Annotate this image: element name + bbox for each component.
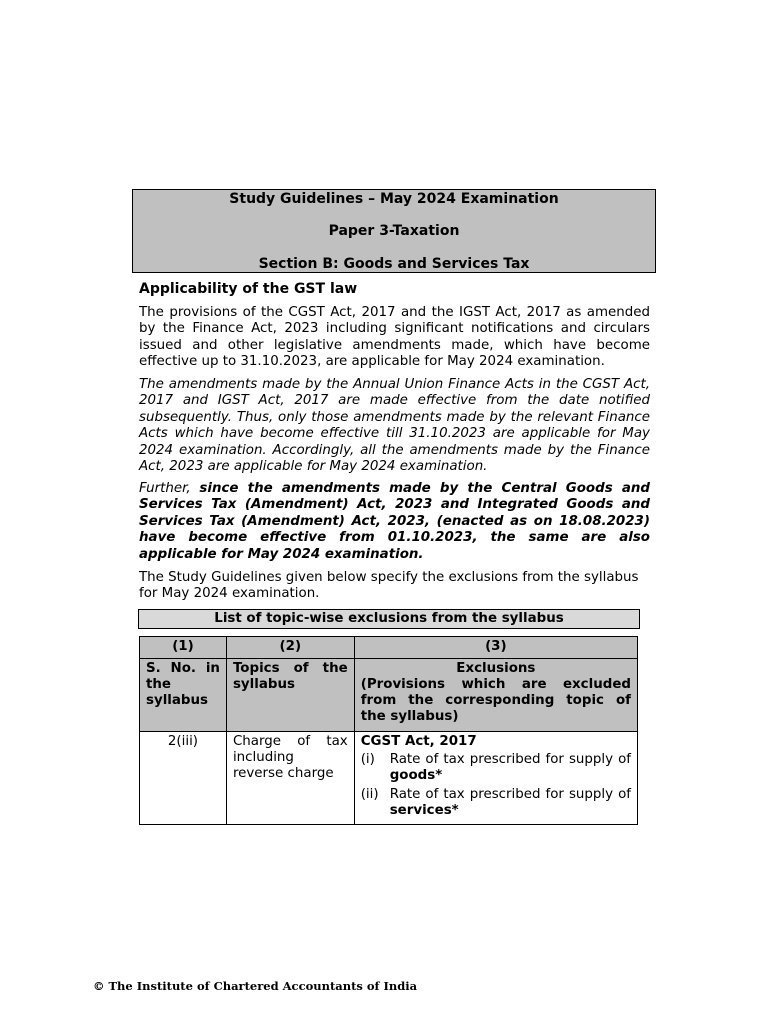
col2-header: Topics of the syllabus (226, 659, 354, 732)
table-row (140, 732, 638, 825)
paragraph-further-emphasis: since the amendments made by the Central Goods and Services Tax (Amendment) Act, 2023 and Integrated Goods and Services Tax (Amendment) Act, 2023, (enacted as on 18.08.2023) have become effective from 01.10.2023, the same are also applicable for May 2024 examination. (139, 481, 650, 562)
exclusion-item (361, 787, 631, 819)
exclusion-text-bold: services* (389, 803, 459, 818)
row-topic: Charge of tax including reverse charge (226, 732, 354, 825)
section-title: Section B: Goods and Services Tax (258, 256, 530, 272)
row-sno: 2(iii) (140, 732, 227, 825)
paragraph-guidelines-intro: The Study Guidelines given below specify the exclusions from the syllabus for May 2024 examination. (139, 570, 639, 602)
exclusion-text (390, 787, 631, 819)
exclusions-list-title: List of topic-wise exclusions from the syllabus (138, 609, 640, 629)
exclusions-table (139, 636, 638, 825)
exclusion-text-plain: Rate of tax prescribed for supply of (389, 787, 631, 802)
exclusion-item (361, 752, 631, 784)
paragraph-amendments: The amendments made by the Annual Union Finance Acts in the CGST Act, 2017 and IGST Act, 2017 are made effective from the date notified subsequently. Thus, only those amendments made by the relevant Finance Acts which have become effective till 31.10.2023 are applicable for May 2024 examination. Accordingly, all the amendments made by the Finance Act, 2023 are applicable for May 2024 examination. (139, 377, 650, 475)
exclusion-text-bold: goods* (389, 768, 443, 783)
paper-title: Paper 3-Taxation (328, 223, 460, 239)
col3-header (354, 659, 637, 732)
col3-header-title: Exclusions (456, 661, 536, 676)
paragraph-provisions: The provisions of the CGST Act, 2017 and the IGST Act, 2017 as amended by the Finance Act, 2023 including significant notifications and circulars issued and other legislative amendments made, which have become effective up to 31.10.2023, are applicable for May 2024 examination. (139, 305, 650, 370)
section-heading: Applicability of the GST law (139, 281, 358, 297)
guidelines-title: Study Guidelines – May 2024 Examination (229, 191, 559, 207)
title-box (132, 189, 656, 273)
footer-copyright: © The Institute of Chartered Accountants of India (93, 979, 418, 993)
exclusion-text-plain: Rate of tax prescribed for supply of (389, 752, 631, 767)
exclusion-marker: (i) (360, 752, 375, 767)
table-column-numbers (140, 637, 638, 659)
col1-header: S. No. in the syllabus (140, 659, 227, 732)
col-number-3: (3) (354, 637, 637, 659)
row-act: CGST Act, 2017 (360, 734, 477, 749)
col3-header-sub: (Provisions which are excluded from the corresponding topic of the syllabus) (360, 677, 631, 724)
paragraph-further (139, 481, 650, 563)
col-number-2: (2) (226, 637, 354, 659)
col-number-1: (1) (140, 637, 227, 659)
exclusion-text (390, 752, 631, 784)
row-exclusions (354, 732, 637, 825)
exclusion-marker: (ii) (360, 787, 379, 802)
paragraph-further-lead: Further, (139, 481, 200, 496)
table-header-row (140, 659, 638, 732)
